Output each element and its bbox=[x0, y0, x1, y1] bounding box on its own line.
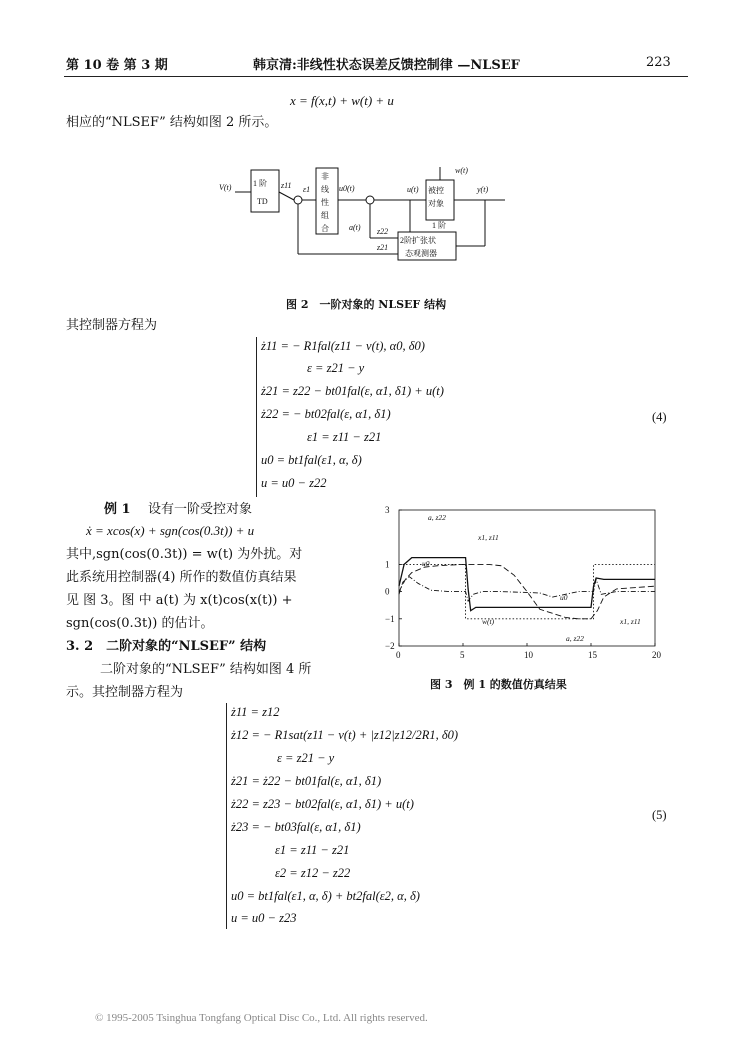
eq5-line-8: ε2 = z12 − z22 bbox=[275, 866, 351, 880]
nl-char-3: 性 bbox=[321, 198, 329, 207]
eq5-line-2: ż12 = − R1sat(z11 − v(t) + |z12|z12/2R1, δ0) bbox=[231, 728, 459, 742]
top-equation: x = f(x,t) + w(t) + u bbox=[290, 93, 394, 108]
eso-label-1: 2阶扩张状 bbox=[400, 236, 436, 245]
example-title: 例 1 bbox=[104, 502, 131, 517]
example-intro: 设有一阶受控对象 bbox=[148, 502, 253, 517]
eq4-line-1: ż11 = − R1fal(z11 − v(t), α0, δ0) bbox=[261, 339, 425, 353]
eq4-line-3: ż21 = z22 − bt01fal(ε, α1, δ1) + u(t) bbox=[261, 384, 444, 398]
y-tick-label: −2 bbox=[385, 641, 395, 651]
signal-e1: ε1 bbox=[303, 185, 311, 194]
sum-junction-1 bbox=[294, 196, 302, 204]
label-u0-mid: u0 bbox=[560, 593, 568, 602]
eq5-line-5: ż22 = z23 − bt02fal(ε, α1, δ1) + u(t) bbox=[231, 797, 414, 811]
fig2-block-diagram bbox=[215, 162, 515, 267]
example-para-2: 此系统用控制器(4) 所作的数值仿真结果 bbox=[66, 570, 297, 585]
y-tick-label: 0 bbox=[385, 586, 390, 597]
label-x1-z11-top: x1, z11 bbox=[478, 533, 499, 542]
running-title: 韩京清:非线性状态误差反馈控制律 —NLSEF bbox=[253, 58, 520, 73]
example-para-4: sgn(cos(0.3t)) 的估计。 bbox=[66, 616, 214, 631]
x-tick-label: 0 bbox=[396, 650, 401, 660]
signal-v: V(t) bbox=[219, 183, 232, 192]
eq5-line-1: ż11 = z12 bbox=[231, 705, 280, 719]
td-label-2: TD bbox=[257, 197, 268, 206]
x-tick-label: 15 bbox=[588, 650, 597, 660]
eq5-line-3: ε = z21 − y bbox=[277, 751, 335, 765]
section-para-1: 二阶对象的“NLSEF” 结构如图 4 所 bbox=[100, 662, 312, 677]
controller-text-1: 其控制器方程为 bbox=[66, 318, 158, 333]
eq4-number: (4) bbox=[652, 410, 667, 424]
series-line-2 bbox=[399, 564, 655, 618]
signal-y: y(t) bbox=[477, 185, 489, 194]
signal-u0: u0(t) bbox=[339, 184, 355, 193]
series-line-1 bbox=[399, 564, 655, 618]
intro-text: 相应的“NLSEF” 结构如图 2 所示。 bbox=[66, 115, 278, 130]
signal-z22: z22 bbox=[377, 227, 389, 236]
plot-frame bbox=[399, 510, 655, 646]
y-tick-label: 1 bbox=[385, 559, 390, 570]
x-tick-label: 10 bbox=[524, 650, 533, 660]
eq4-line-7: u = u0 − z22 bbox=[261, 476, 327, 490]
nl-char-2: 线 bbox=[321, 185, 329, 194]
x-tick-label: 5 bbox=[460, 650, 465, 660]
signal-z11: z11 bbox=[281, 181, 292, 190]
fig2-caption: 图 2 一阶对象的 NLSEF 结构 bbox=[286, 298, 447, 311]
label-w: w(t) bbox=[482, 617, 495, 626]
sum-junction-2 bbox=[366, 196, 374, 204]
eq4-line-4: ż22 = − bt02fal(ε, α1, δ1) bbox=[261, 407, 391, 421]
eq5-line-10: u = u0 − z23 bbox=[231, 911, 297, 925]
y-tick-label: 3 bbox=[385, 505, 390, 515]
plant-label-2: 对象 bbox=[428, 199, 444, 208]
header-rule bbox=[64, 76, 688, 77]
eq4-line-2: ε = z21 − y bbox=[307, 361, 365, 375]
eq4-line-5: ε1 = z11 − z21 bbox=[307, 430, 382, 444]
eq5-line-7: ε1 = z11 − z21 bbox=[275, 843, 350, 857]
label-u0-top: u0 bbox=[422, 559, 430, 568]
equation-4 bbox=[256, 337, 627, 497]
fig3-chart bbox=[370, 500, 670, 670]
eq4-line-6: u0 = bt1fal(ε1, α, δ) bbox=[261, 453, 362, 467]
fig3-caption: 图 3 例 1 的数值仿真结果 bbox=[430, 678, 567, 691]
plant-label-3: 1 阶 bbox=[432, 221, 446, 230]
eso-label-2: 态观测器 bbox=[405, 249, 437, 258]
equation-5 bbox=[226, 703, 647, 929]
eq5-number: (5) bbox=[652, 808, 667, 822]
nl-char-4: 组 bbox=[321, 211, 329, 220]
label-a-z22-top: a, z22 bbox=[428, 513, 446, 522]
section-heading: 3. 2 二阶对象的“NLSEF” 结构 bbox=[66, 639, 267, 654]
section-para-2: 示。其控制器方程为 bbox=[66, 685, 184, 700]
signal-a: a(t) bbox=[349, 223, 361, 232]
copyright-footer: © 1995-2005 Tsinghua Tongfang Optical Disc Co., Ltd. All rights reserved. bbox=[95, 1012, 428, 1024]
signal-w: w(t) bbox=[455, 166, 468, 175]
plant-label-1: 被控 bbox=[428, 186, 444, 195]
example-equation: ẋ = xcos(x) + sgn(cos(0.3t)) + u bbox=[86, 523, 255, 538]
x-tick-label: 20 bbox=[652, 650, 661, 660]
td-label-1: 1 阶 bbox=[253, 179, 267, 188]
page-number: 223 bbox=[646, 55, 671, 70]
eq5-line-9: u0 = bt1fal(ε1, α, δ) + bt2fal(ε2, α, δ) bbox=[231, 889, 420, 903]
nl-char-5: 合 bbox=[321, 224, 329, 233]
eq5-line-6: ż23 = − bt03fal(ε, α1, δ1) bbox=[231, 820, 361, 834]
label-a-z22-bottom: a, z22 bbox=[566, 634, 584, 643]
example-para-1: 其中,sgn(cos(0.3t)) = w(t) 为外扰。对 bbox=[66, 547, 303, 562]
example-para-3: 见 图 3。图 中 a(t) 为 x(t)cos(x(t)) + bbox=[66, 593, 293, 608]
journal-issue: 第 10 卷 第 3 期 bbox=[66, 58, 168, 73]
signal-u: u(t) bbox=[407, 185, 419, 194]
eq5-line-4: ż21 = ż22 − bt01fal(ε, α1, δ1) bbox=[231, 774, 382, 788]
signal-z21: z21 bbox=[377, 243, 389, 252]
label-x1-z11-right: x1, z11 bbox=[620, 617, 641, 626]
y-tick-label: −1 bbox=[385, 613, 395, 624]
nl-char-1: 非 bbox=[321, 172, 329, 181]
